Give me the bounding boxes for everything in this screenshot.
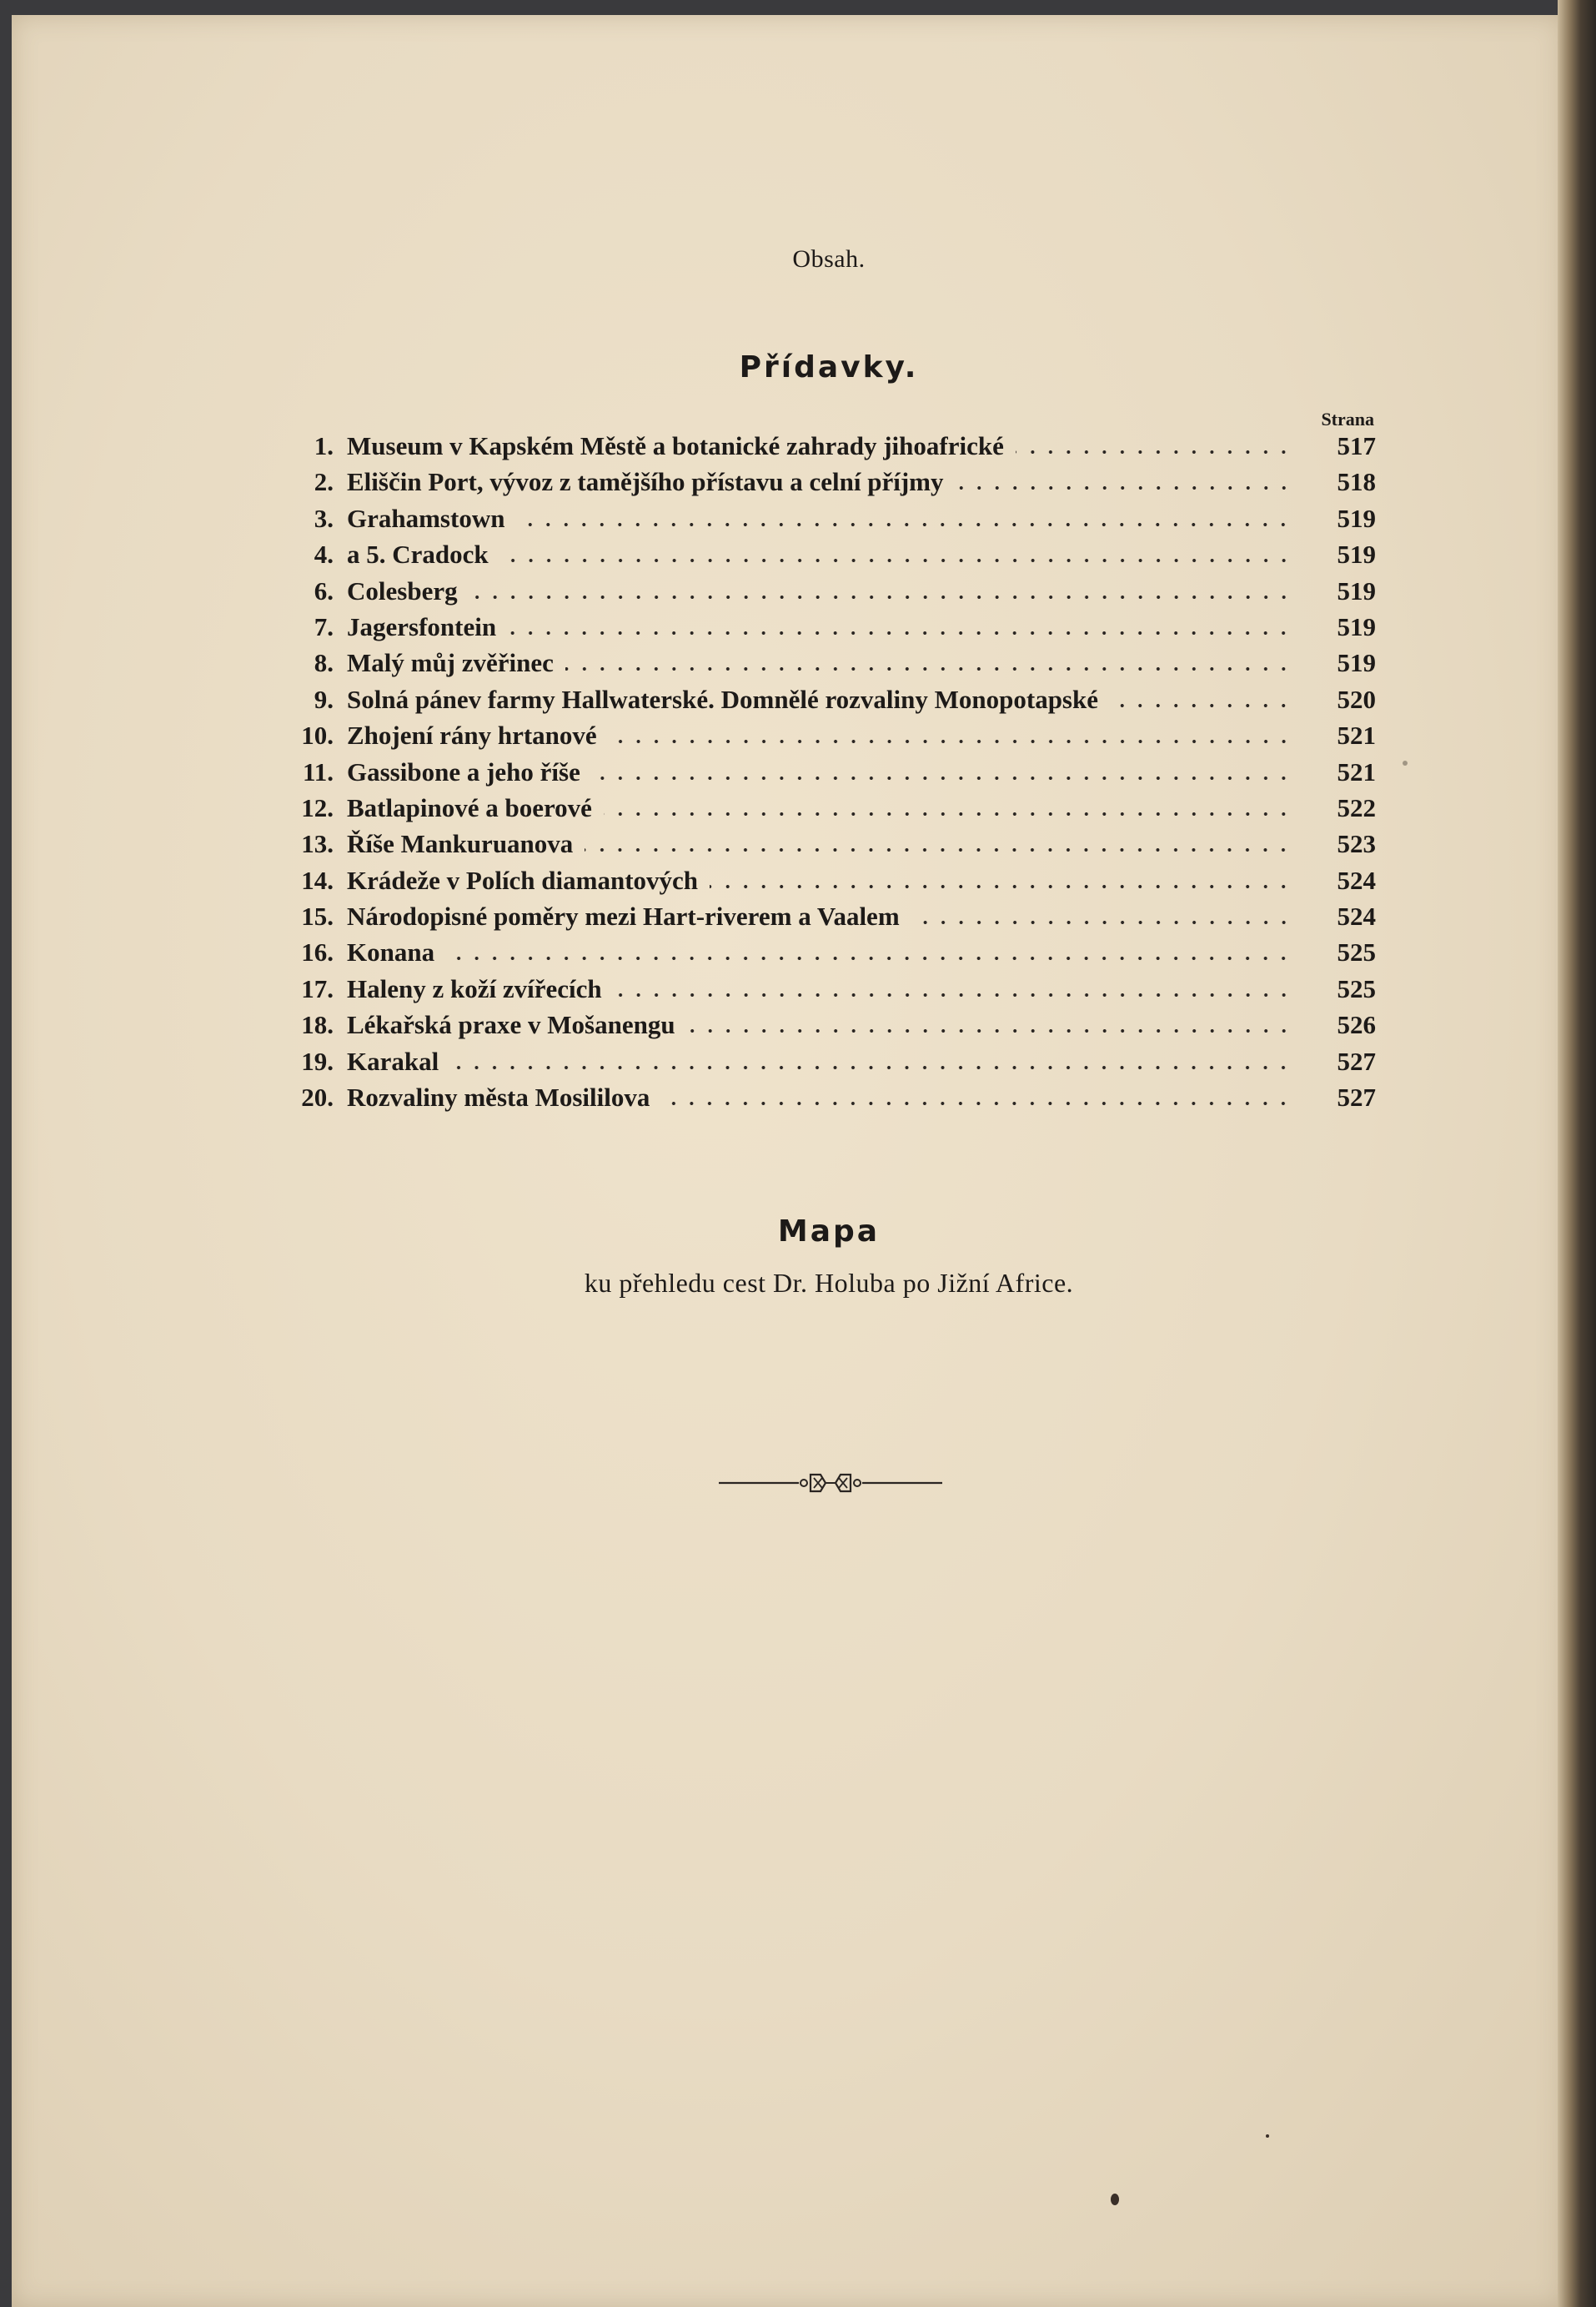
entry-number: 8. <box>314 648 334 678</box>
entry-number: 10. <box>301 721 334 751</box>
dot-leader <box>710 885 1292 888</box>
dot-leader <box>687 1029 1292 1033</box>
entry-number: 11. <box>302 756 334 787</box>
map-title: Mapa <box>777 1214 881 1249</box>
entry-page-number: 519 <box>1337 648 1376 678</box>
entry-title: Gassibone a jeho říše <box>347 756 580 787</box>
entry-title: Říše Mankuruanova <box>347 829 574 859</box>
dot-leader <box>1016 450 1292 454</box>
ink-speck <box>1111 2194 1119 2205</box>
entry-page-number: 525 <box>1337 973 1376 1003</box>
entry-number: 4. <box>314 540 334 570</box>
toc-entry <box>280 428 1376 464</box>
dot-leader <box>469 596 1292 599</box>
entry-title: Museum v Kapském Městě a botanické zahrady jihoafrické <box>347 431 1004 460</box>
toc-entry <box>280 754 1376 790</box>
entry-number: 1. <box>314 431 334 460</box>
entry-number: 14. <box>301 865 334 895</box>
entry-title: Rozvaliny města Mosililova <box>347 1083 650 1113</box>
entry-number: 2. <box>314 467 334 497</box>
toc-entry <box>280 645 1376 681</box>
paper-sheet <box>12 15 1563 2307</box>
entry-number: 13. <box>301 829 334 859</box>
entry-number: 16. <box>301 937 334 968</box>
entry-page-number: 524 <box>1337 902 1376 932</box>
dot-leader <box>661 1102 1292 1105</box>
entry-number: 18. <box>301 1010 334 1040</box>
entry-page-number: 519 <box>1337 575 1376 606</box>
table-of-contents <box>280 428 1376 1115</box>
entry-page-number: 518 <box>1337 467 1376 497</box>
toc-entry <box>280 536 1376 572</box>
toc-entry <box>280 500 1376 536</box>
entry-title: Národopisné poměry mezi Hart-riverem a Vaalem <box>347 902 900 932</box>
toc-entry <box>280 971 1376 1007</box>
entry-page-number: 519 <box>1337 611 1376 641</box>
entry-number: 6. <box>314 575 334 606</box>
entry-title: Grahamstown <box>347 503 505 533</box>
toc-entry <box>280 1043 1376 1079</box>
ink-speck <box>1266 2134 1269 2138</box>
entry-page-number: 527 <box>1337 1046 1376 1076</box>
entry-number: 7. <box>314 611 334 641</box>
entry-title: Krádeže v Polích diamantových <box>347 865 699 895</box>
dot-leader <box>565 667 1292 671</box>
contents-header: Obsah. <box>792 245 866 273</box>
entry-title: Lékařská praxe v Mošanengu <box>347 1010 675 1040</box>
toc-entry <box>280 609 1376 645</box>
entry-number: 3. <box>314 503 334 533</box>
toc-entry <box>280 573 1376 609</box>
map-subtitle: ku přehledu cest Dr. Holuba po Jižní Africe. <box>584 1268 1074 1298</box>
entry-page-number: 524 <box>1337 865 1376 895</box>
entry-title: Eliščin Port, vývoz z tamějšího přístavu a celní příjmy <box>347 467 944 497</box>
toc-entry <box>280 1079 1376 1115</box>
section-title: Přídavky. <box>739 350 919 384</box>
entry-page-number: 519 <box>1337 503 1376 533</box>
dot-leader <box>516 523 1292 526</box>
entry-page-number: 523 <box>1337 829 1376 859</box>
entry-title: Zhojení rány hrtanové <box>347 721 597 751</box>
entry-title: Jagersfontein <box>347 611 497 641</box>
entry-number: 19. <box>301 1046 334 1076</box>
entry-title: Konana <box>347 937 435 968</box>
dot-leader <box>604 812 1292 816</box>
page-content <box>12 15 1563 2307</box>
dot-leader <box>614 993 1292 997</box>
entry-number: 15. <box>301 902 334 932</box>
entry-title: Colesberg <box>347 575 458 606</box>
entry-page-number: 519 <box>1337 540 1376 570</box>
dot-leader <box>446 957 1292 960</box>
dot-leader <box>500 559 1292 562</box>
entry-page-number: 517 <box>1337 431 1376 460</box>
entry-number: 12. <box>301 792 334 822</box>
entry-page-number: 527 <box>1337 1083 1376 1113</box>
dot-leader <box>1110 704 1292 707</box>
dot-leader <box>508 631 1292 635</box>
toc-entry <box>280 862 1376 898</box>
toc-entry <box>280 717 1376 753</box>
toc-entry <box>280 681 1376 717</box>
ink-speck <box>1403 761 1408 766</box>
dot-leader <box>911 921 1292 924</box>
entry-title: Solná pánev farmy Hallwaterské. Domnělé rozvaliny Monopotapské <box>347 684 1098 714</box>
entry-title: Batlapinové a boerové <box>347 792 592 822</box>
toc-entry <box>280 934 1376 970</box>
entry-page-number: 521 <box>1337 756 1376 787</box>
entry-page-number: 525 <box>1337 937 1376 968</box>
entry-page-number: 526 <box>1337 1010 1376 1040</box>
toc-entry <box>280 464 1376 500</box>
entry-title: a 5. Cradock <box>347 540 489 570</box>
entry-number: 20. <box>301 1083 334 1113</box>
entry-page-number: 520 <box>1337 684 1376 714</box>
dot-leader <box>450 1066 1292 1069</box>
entry-page-number: 522 <box>1337 792 1376 822</box>
toc-entry <box>280 790 1376 826</box>
dot-leader <box>956 486 1293 490</box>
dot-leader <box>609 740 1292 743</box>
entry-page-number: 521 <box>1337 721 1376 751</box>
entry-title: Malý můj zvěřinec <box>347 648 554 678</box>
entry-title: Karakal <box>347 1046 439 1076</box>
page-column-label: Strana <box>1321 409 1374 430</box>
entry-number: 9. <box>314 684 334 714</box>
dot-leader <box>592 777 1292 780</box>
toc-entry <box>280 898 1376 934</box>
dot-leader <box>585 848 1292 852</box>
toc-entry <box>280 1007 1376 1043</box>
entry-title: Haleny z koží zvířecích <box>347 973 602 1003</box>
ornament-divider <box>719 1466 942 1500</box>
book-spine-edge <box>1558 0 1596 2307</box>
entry-number: 17. <box>301 973 334 1003</box>
toc-entry <box>280 826 1376 862</box>
